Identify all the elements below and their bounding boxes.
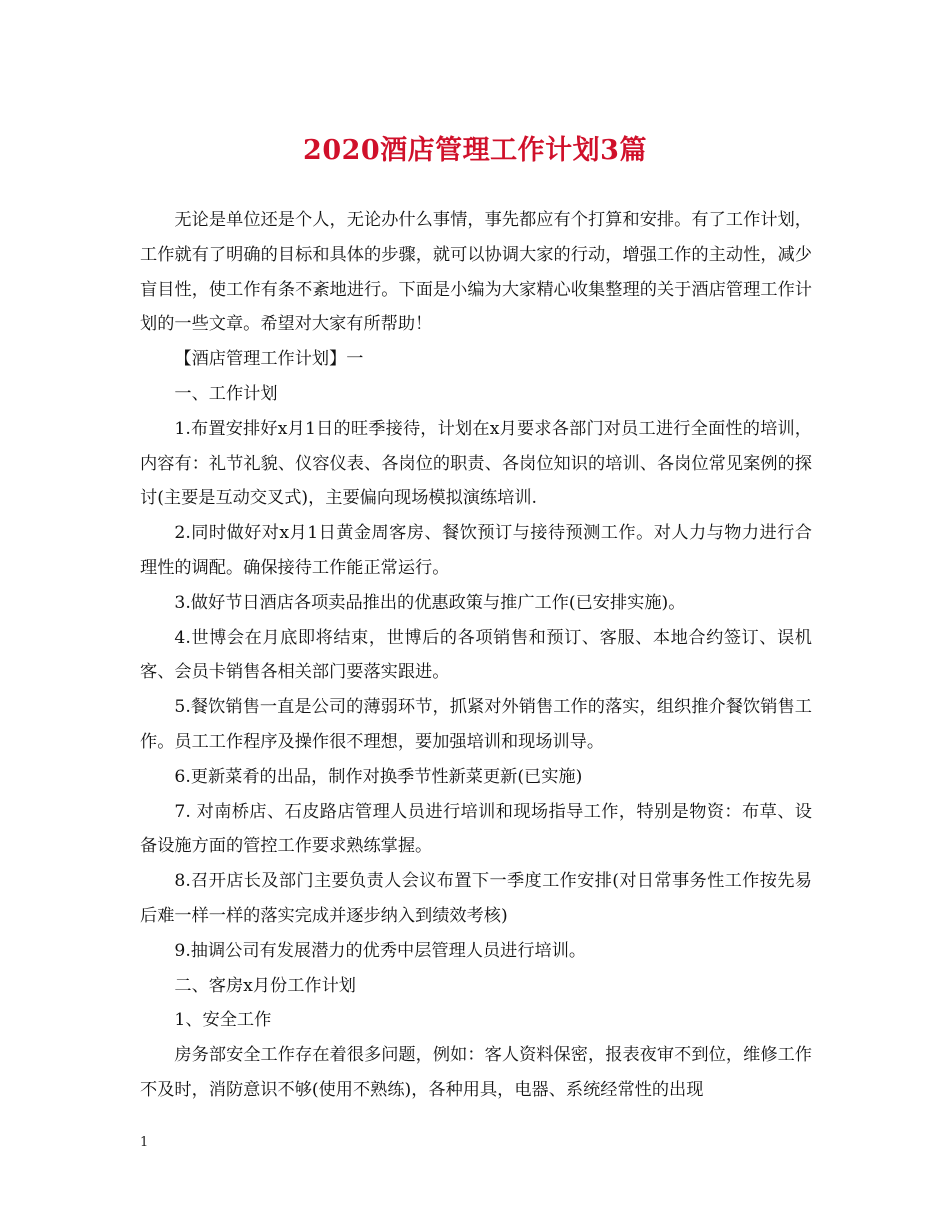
list-item-3: 3.做好节日酒店各项卖品推出的优惠政策与推广工作(已安排实施)。 bbox=[174, 592, 686, 613]
list-item-5: 5.餐饮销售一直是公司的薄弱环节，抓紧对外销售工作的落实，组织推介餐饮销售工作。员工工作程序及操作很不理想，要加强培训和现场训导。 bbox=[140, 697, 812, 752]
list-item-8: 8.召开店长及部门主要负责人会议布置下一季度工作安排(对日常事务性工作按先易后难一样一样的落实完成并逐步纳入到绩效考核) bbox=[140, 871, 812, 926]
list-item-9: 9.抽调公司有发展潜力的优秀中层管理人员进行培训。 bbox=[174, 940, 587, 961]
list-item-6: 6.更新菜肴的出品，制作对换季节性新菜更新(已实施) bbox=[174, 766, 583, 787]
paragraph-safety: 房务部安全工作存在着很多问题，例如：客人资料保密，报表夜审不到位，维修工作不及时，消防意识不够(使用不熟练)，各种用具，电器、系统经常性的出现 bbox=[140, 1045, 812, 1100]
document-body bbox=[140, 203, 812, 1108]
document-title: 2020酒店管理工作计划3篇 bbox=[303, 135, 647, 166]
list-item-2: 2.同时做好对x月1日黄金周客房、餐饮预订与接待预测工作。对人力与物力进行合理性的调配。确保接待工作能正常运行。 bbox=[140, 523, 812, 578]
section-heading-plan-1: 【酒店管理工作计划】一 bbox=[174, 349, 364, 370]
page-number: 1 bbox=[140, 1135, 149, 1150]
subheading-safety-work: 1、安全工作 bbox=[174, 1010, 272, 1031]
subheading-room-plan: 二、客房x月份工作计划 bbox=[174, 975, 356, 996]
list-item-7: 7. 对南桥店、石皮路店管理人员进行培训和现场指导工作，特别是物资：布草、设备设施方面的管控工作要求熟练掌握。 bbox=[140, 801, 812, 857]
list-item-1: 1.布置安排好x月1日的旺季接待，计划在x月要求各部门对员工进行全面性的培训，内容有：礼节礼貌、仪容仪表、各岗位的职责、各岗位知识的培训、各岗位常见案例的探讨(主要是互动交叉式)，主要偏向现场模拟演练培训. bbox=[140, 418, 812, 509]
subheading-work-plan: 一、工作计划 bbox=[174, 383, 278, 404]
paragraph-intro: 无论是单位还是个人，无论办什么事情，事先都应有个打算和安排。有了工作计划，工作就有了明确的目标和具体的步骤，就可以协调大家的行动，增强工作的主动性，减少盲目性，使工作有条不紊地进行。下面是小编为大家精心收集整理的关于酒店管理工作计划的一些文章。希望对大家有所帮助！ bbox=[140, 210, 812, 335]
list-item-4: 4.世博会在月底即将结束，世博后的各项销售和预订、客服、本地合约签订、误机客、会员卡销售各相关部门要落实跟进。 bbox=[140, 627, 812, 683]
